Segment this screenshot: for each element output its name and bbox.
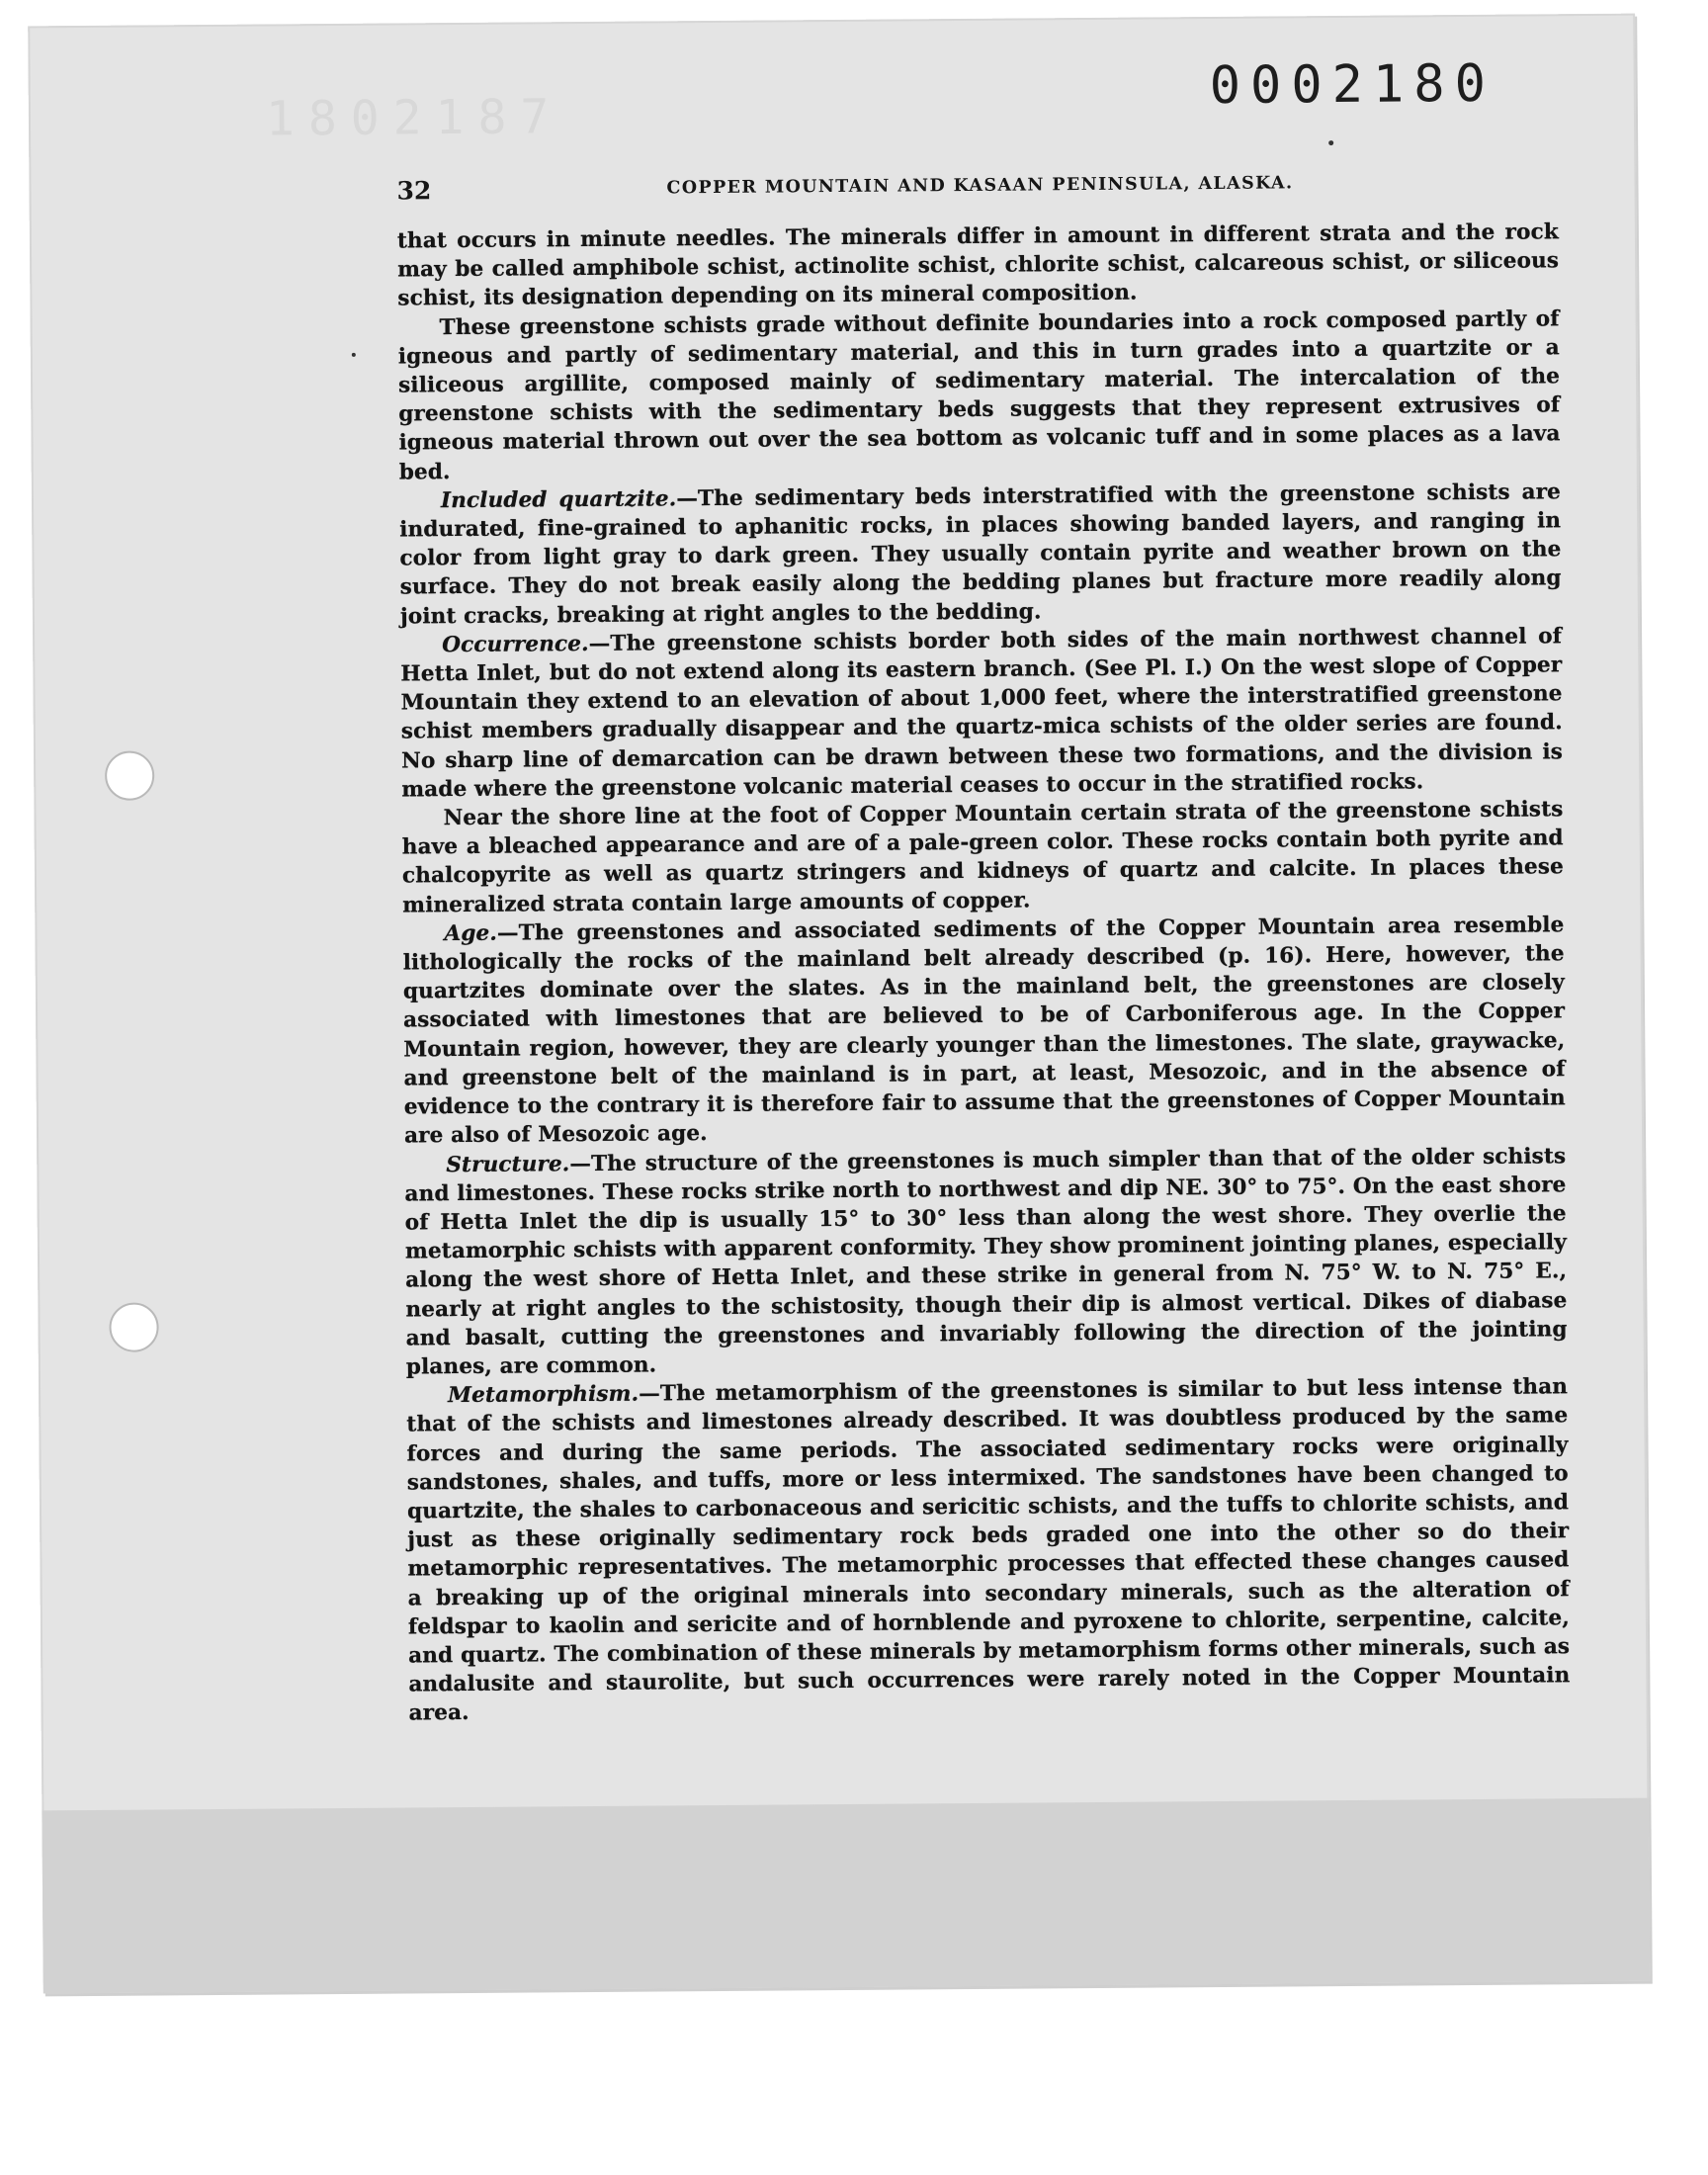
paragraph [401, 795, 1564, 919]
scanned-page [28, 14, 1651, 1994]
section-heading: Metamorphism. [448, 1381, 640, 1409]
paragraph-text: —The metamorphism of the greenstones is similar to but less intense than that of the schists and limestones already described. It was doubtless produced by the same forces and during the same periods. The associated sedimentary rocks were originally sandstones, shales, and tuffs, more or less intermixed. The sandstones have been changed to quartzite, the shales to carbonaceous and sericitic schists, and the tuffs to chlorite schists, and just as these originally sedimentary rock beds graded one into the other so do their metamorphic representatives. The metamorphic processes that effected these changes caused a breaking up of the original minerals into secondary minerals, such as the alteration of feldspar to kaolin and sericite and of hornblende and pyroxene to chlorite, serpentine, calcite, and quartz. The combination of these minerals by metamorphism forms other minerals, such as andalusite and staurolite, but such occurrences were rarely noted in the Copper Mountain area. [406, 1374, 1571, 1726]
paragraph-text: —The structure of the greenstones is much simpler than that of the older schists and limestones. These rocks strike north to northwest and dip NE. 30° to 75°. On the east shore of Hetta Inlet the dip is usually 15° to 30° less than along the west shore. They overlie the metamorphic schists with apparent conformity. They show prominent jointing planes, especially along the west shore of Hetta Inlet, and these strike in general from N. 75° W. to N. 75° E., nearly at right angles to the schistosity, though their dip is almost vertical. Dikes of diabase and basalt, cutting the greenstones and invariably following the direction of the jointing planes, are common. [404, 1143, 1568, 1380]
paragraph [402, 911, 1566, 1151]
paragraph-text: —The sedimentary beds interstratified with the greenstone schists are indurated, fine-grained to aphanitic rocks, in places showing banded layers, and ranging in color from light gray to dark green. They usually contain pyrite and weather brown on the surface. They do not break easily along the bedding planes but fracture more readily along joint cracks, breaking at right angles to the bedding. [399, 479, 1562, 630]
paragraph-text: Near the shore line at the foot of Copper Mountain certain strata of the greenstone schists have a bleached appearance and are of a pale-green color. These rocks contain both pyrite and chalcopyrite as well as quartz stringers and kidneys of quartz and calcite. In places these mineralized strata contain large amounts of copper. [401, 797, 1565, 918]
paragraph [399, 478, 1562, 631]
section-heading: Included quartzite. [440, 486, 677, 513]
running-head: COPPER MOUNTAIN AND KASAAN PENINSULA, ALASKA. [666, 173, 1294, 199]
paragraph [397, 218, 1560, 313]
section-heading: Age. [444, 920, 498, 947]
paragraph [398, 304, 1561, 486]
body-text [397, 218, 1571, 1728]
paragraph [406, 1372, 1571, 1728]
paragraph-text: that occurs in minute needles. The minerals differ in amount in different strata and the rock may be called amphibole schist, actinolite schist, chlorite schist, calcareous schist, or siliceous schist, its designation depending on its mineral composition. [396, 219, 1560, 311]
ghost-stamp: 1802187 [265, 89, 563, 147]
section-heading: Occurrence. [442, 631, 589, 657]
section-heading: Structure. [446, 1151, 570, 1177]
paragraph-text: —The greenstones and associated sediments of the Copper Mountain area resemble lithologically the rocks of the mainland belt already described (p. 16). Here, however, the quartzites dominate over the slates. As in the mainland belt, the greenstones are closely associated with limestones that are believed to be of Carboniferous age. In the Copper Mountain region, however, they are clearly younger than the limestones. The slate, graywacke, and greenstone belt of the mainland is in part, at least, Mesozoic, and in the absence of evidence to the contrary it is therefore fair to assume that the greenstones of Copper Mountain are also of Mesozoic age. [402, 913, 1566, 1149]
page-id-stamp: 0002180 [1209, 53, 1496, 117]
bottom-margin-strip [42, 1798, 1650, 1994]
paragraph [404, 1142, 1568, 1382]
page-header [396, 167, 1563, 216]
punch-hole-lower [109, 1302, 158, 1351]
paragraph [400, 622, 1563, 804]
speck [352, 353, 356, 357]
paragraph-text: —The greenstone schists border both sides of the main northwest channel of Hetta Inlet, but do not extend along its eastern branch. (See Pl. I.) On the west slope of Copper Mountain they extend to an elevation of about 1,000 feet, where the interstratified greenstone schist members gradually disappear and the quartz-mica schists of the older series are found. No sharp line of demarcation can be drawn between these two formations, and the division is made where the greenstone volcanic material ceases to occur in the stratified rocks. [400, 624, 1564, 803]
speck [1328, 140, 1333, 145]
punch-hole-upper [105, 750, 154, 800]
paragraph-text: These greenstone schists grade without definite boundaries into a rock composed partly of igneous and partly of sedimentary material, and this in turn grades into a quartzite or a siliceous argillite, composed mainly of sedimentary material. The intercalation of the greenstone schists with the sedimentary beds suggests that they represent extrusives of igneous material thrown out over the sea bottom as volcanic tuff and in some places as a lava bed. [397, 305, 1561, 485]
page-number: 32 [396, 176, 432, 206]
